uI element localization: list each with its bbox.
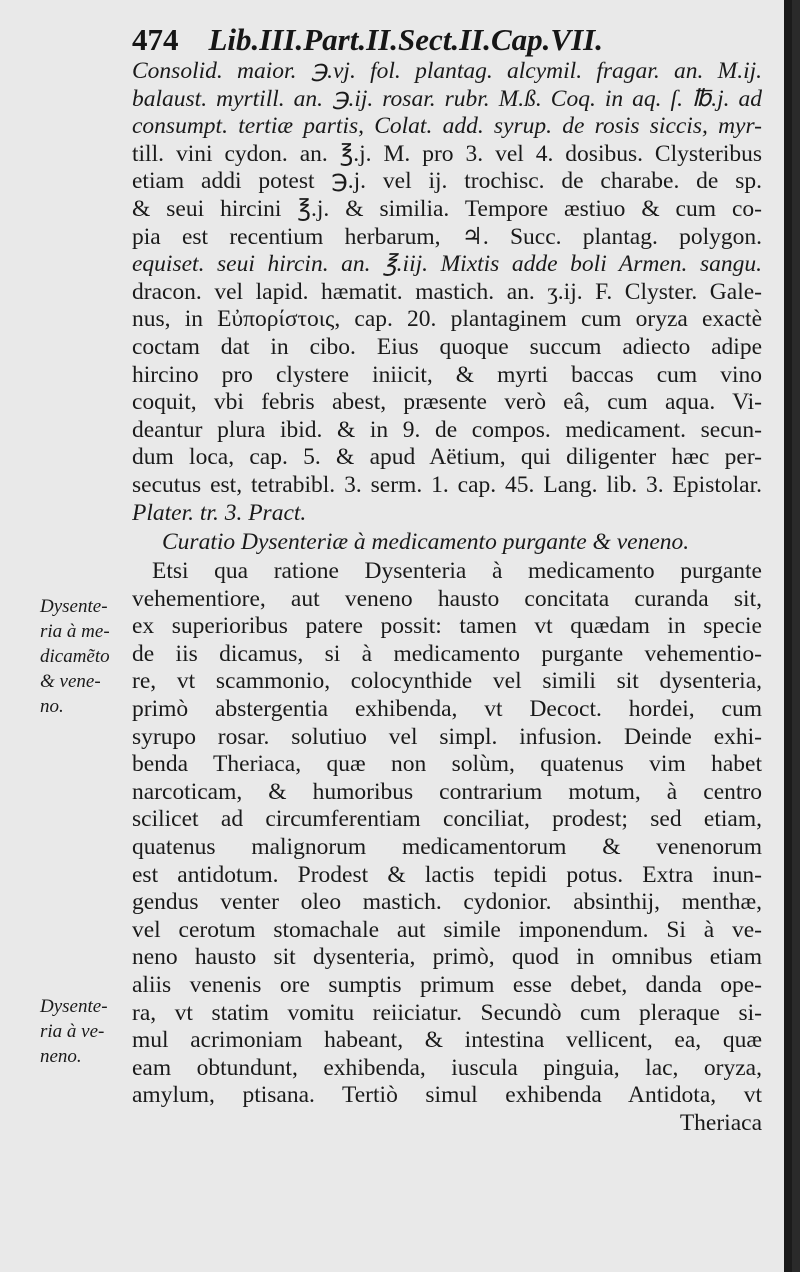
text-line: & seui hircini ℥.j. & similia. Tempore æstiuo & cum co- [132, 195, 762, 222]
margin-note-dysenteria-medicamento [40, 594, 130, 719]
text-line: secutus est, tetrabibl. 3. serm. 1. cap. 45. Lang. lib. 3. Epistolar. [132, 471, 762, 498]
text-line: benda Theriaca, quæ non solùm, quatenus vim habet [132, 751, 762, 778]
text-line: till. vini cydon. an. ℥.j. M. pro 3. vel 4. dosibus. Clysteribus [132, 140, 762, 167]
text-line: etiam addi potest ℈.j. vel ij. trochisc. de charabe. de sp. [132, 168, 762, 195]
text-line: neno hausto sit dysenteria, primò, quod in omnibus etiam [132, 944, 762, 971]
section-heading: Curatio Dysenteriæ à medicamento purgante & veneno. [162, 529, 690, 556]
page-edge-shadow [784, 0, 792, 1272]
margin-note-line: ria à ve- [40, 1021, 105, 1042]
margin-note-line: dicamẽto [40, 646, 110, 667]
text-line: gendus venter oleo mastich. cydonior. absinthij, menthæ, [132, 889, 762, 916]
text-line: vel cerotum stomachale aut simile imponendum. Si à ve- [132, 916, 762, 943]
running-header [132, 22, 603, 58]
margin-note-line: no. [40, 696, 64, 717]
text-line: primò abstergentia exhibenda, vt Decoct. hordei, cum [132, 696, 762, 723]
text-line: pia est recentium herbarum, ♃. Succ. plantag. polygon. [132, 223, 762, 250]
text-line: quatenus malignorum medicamentorum & venenorum [132, 834, 762, 861]
text-line: syrupo rosar. solutiuo vel simpl. infusion. Deinde exhi- [132, 723, 762, 750]
running-title: Lib.III.Part.II.Sect.II.Cap.VII. [208, 22, 603, 57]
margin-note-line: & vene- [40, 671, 101, 692]
margin-note-line: Dysente- [40, 596, 108, 617]
text-line: de iis dicamus, si à medicamento purgante vehementio- [132, 640, 762, 667]
text-line: re, vt scammonio, colocynthide vel simili sit dysenteria, [132, 668, 762, 695]
margin-note-line: ria à me- [40, 621, 110, 642]
text-line: balaust. myrtill. an. ℈.ij. rosar. rubr. M.ß. Coq. in aq. ſ. ℔.j. ad [132, 85, 762, 112]
text-line: Consolid. maior. ℈.vj. fol. plantag. alcymil. fragar. an. M.ij. [132, 58, 762, 84]
text-line: ra, vt statim vomitu reiiciatur. Secundò cum pleraque si- [132, 999, 762, 1026]
text-line: hircino pro clystere iniicit, & myrti baccas cum vino [132, 361, 762, 388]
text-line: ex superioribus patere possit: tamen vt quædam in specie [132, 613, 762, 640]
text-line: deantur plura ibid. & in 9. de compos. medicament. secun- [132, 416, 762, 443]
catchword: Theriaca [679, 1109, 762, 1136]
text-line: coctam dat in cibo. Eius quoque succum adiecto adipe [132, 333, 762, 360]
text-line: Plater. tr. 3. Pract. [132, 499, 307, 526]
text-line: equiset. seui hircin. an. ℥.iij. Mixtis adde boli Armen. sangu. [132, 251, 762, 278]
margin-note-dysenteria-veneno [40, 994, 130, 1069]
page-number: 474 [132, 22, 179, 57]
text-line: nus, in Εὐπορίστοις, cap. 20. plantaginem cum oryza exactè [132, 306, 762, 333]
text-line: dum loca, cap. 5. & apud Aëtium, qui diligenter hæc per- [132, 444, 762, 471]
text-line: consumpt. tertiæ partis, Colat. add. syrup. de rosis siccis, myr- [132, 113, 762, 140]
text-line: amylum, ptisana. Tertiò simul exhibenda Antidota, vt [132, 1082, 762, 1109]
text-line: eam obtundunt, exhibenda, iuscula pinguia, lac, oryza, [132, 1054, 762, 1081]
margin-note-line: Dysente- [40, 996, 108, 1017]
margin-note-line: neno. [40, 1046, 82, 1067]
text-line: est antidotum. Prodest & lactis tepidi potus. Extra inun- [132, 861, 762, 888]
body-text [132, 58, 762, 1138]
text-line: aliis venenis ore sumptis primum esse debet, danda ope- [132, 972, 762, 998]
text-line: vehementiore, aut veneno hausto concitata curanda sit, [132, 585, 762, 612]
text-line: Etsi qua ratione Dysenteria à medicamento purgante [152, 558, 762, 585]
text-line: scilicet ad circumferentiam conciliat, prodest; sed etiam, [132, 806, 762, 833]
text-line: dracon. vel lapid. hæmatit. mastich. an. ʒ.ij. F. Clyster. Gale- [132, 278, 762, 305]
text-line: coquit, vbi febris abest, præsente verò eâ, cum aqua. Vi- [132, 389, 762, 416]
text-line: narcoticam, & humoribus contrarium motum, à centro [132, 778, 762, 805]
text-line: mul acrimoniam habeant, & intestina vellicent, ea, quæ [132, 1027, 762, 1054]
